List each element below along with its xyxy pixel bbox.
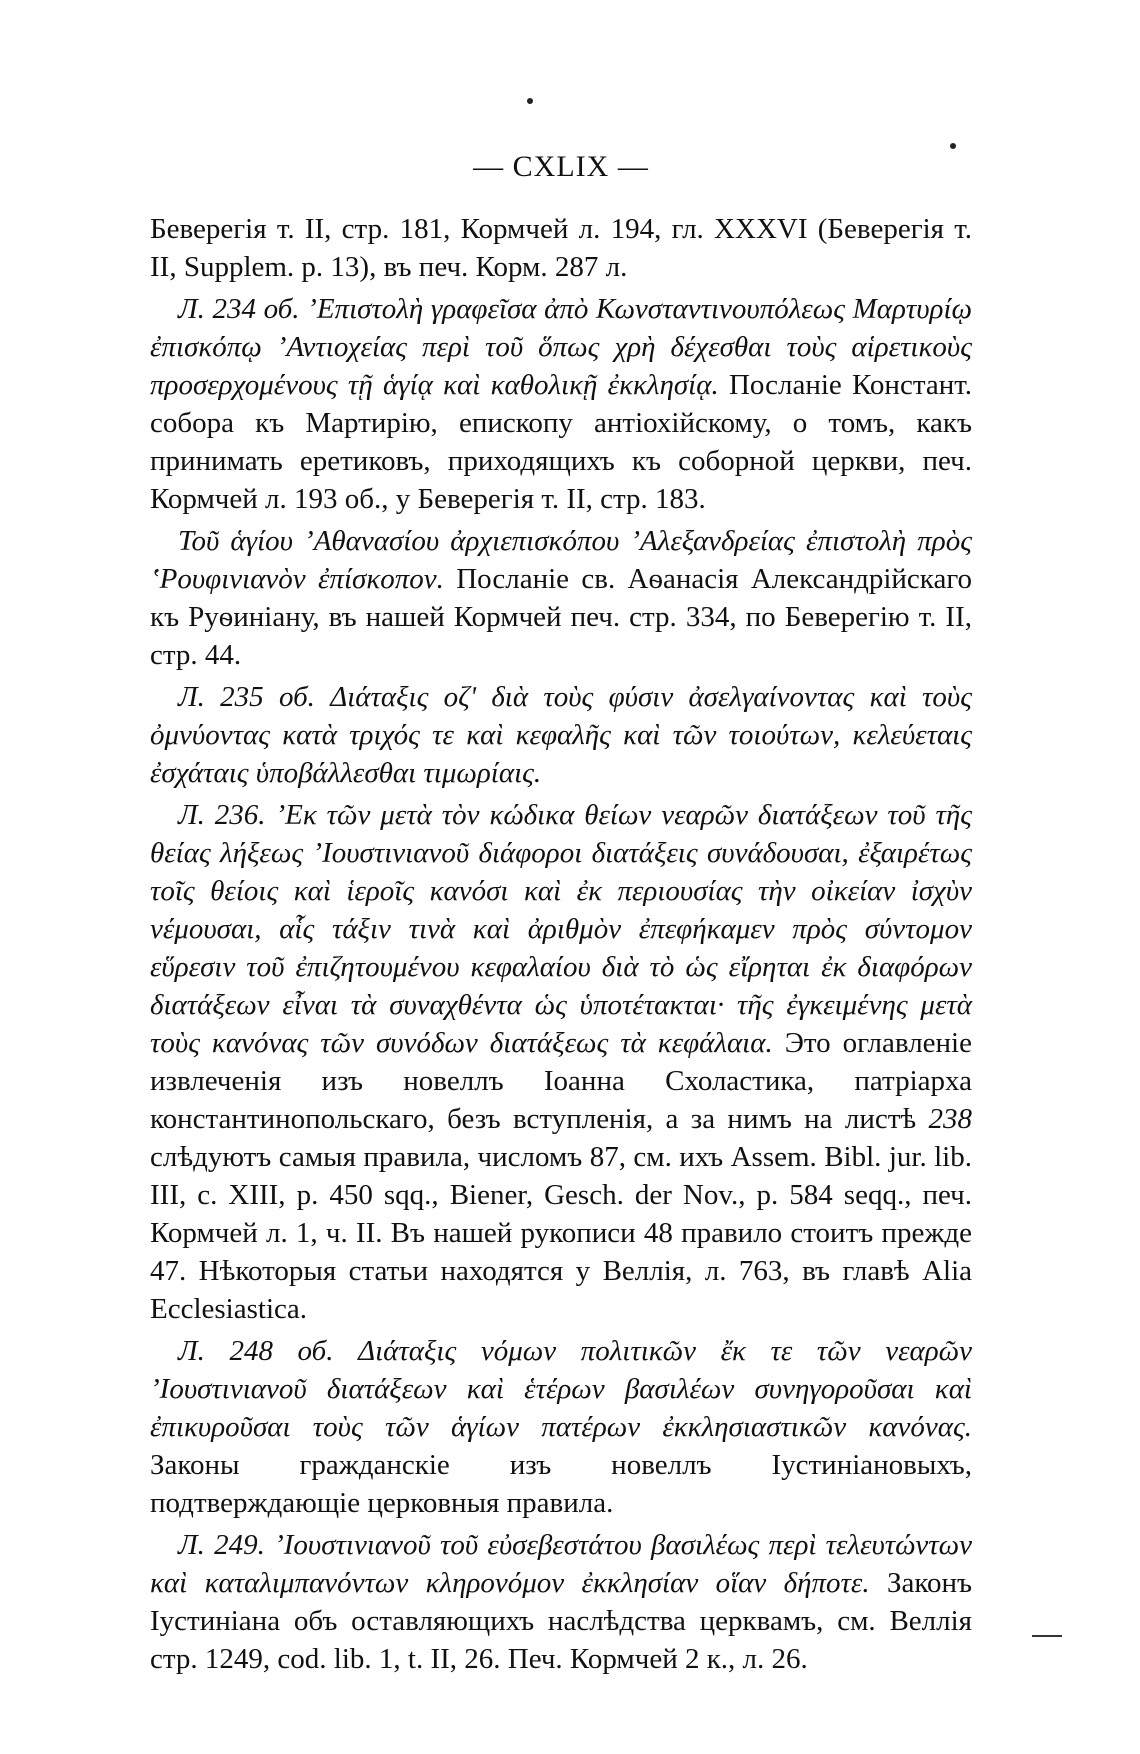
paragraph-2 [150,522,972,674]
greek-title: ʼΕπιστολὴ γραφεῖσα ἀπὸ Κωνσταντινουπόλεως Μαρτυρίῳ ἐπισκόπῳ ʼΑντιοχείας περὶ τοῦ ὅπως χρὴ δέχεσθαι τοὺς αἱρετικοὺς προσερχομένους τῇ ἁγίᾳ καὶ καθολικῇ ἐκκλησίᾳ. [150,293,973,401]
page-number: — CXLIX — [473,150,649,183]
folio-ref: Л. 249. [178,1529,275,1561]
paragraph-4 [150,796,972,1328]
text-run: Беверегія т. II, стр. 181, Кормчей л. 194, гл. XXXVI (Беверегія т. II, Supplem. p. 13), въ печ. Корм. 287 л. [150,213,972,283]
margin-mark [1032,1635,1062,1637]
folio-ref: 238 [928,1103,972,1135]
text-run: слѣдуютъ самыя правила, числомъ 87, см. ихъ Assem. Bibl. jur. lib. III, c. XIII, p. 450 sqq., Biener, Gesch. der Nov., p. 584 seqq., печ. Кормчей л. 1, ч. II. Въ нашей рукописи 48 правило стоитъ прежде 47. Нѣкоторыя статьи находятся у Веллія, л. 763, въ главѣ Alia Ecclesiastica. [150,1141,972,1325]
greek-title: ʼΙουστινιανοῦ τοῦ εὐσεβεστάτου βασιλέως περὶ τελευτώντων καὶ καταλιμπανόντων κληρονόμον ἐκκλησίαν οἵαν δήποτε. [150,1529,972,1599]
folio-ref: Л. 235 об. [178,681,331,713]
paragraph-6 [150,1526,972,1678]
text-run: Это оглавленіе извлеченія изъ новеллъ Іоанна Схоластика, патріарха константинопольскаго, безъ вступленія, а за нимъ на листѣ [150,1027,972,1135]
paragraph-1 [150,290,972,518]
speck-mark [527,98,533,104]
paragraph-5 [150,1332,972,1522]
text-run: Посланіе Констант. собора къ Мартирію, епископу антіохійскому, о томъ, какъ принимать еретиковъ, приходящихъ къ соборной церкви, печ. Кормчей л. 193 об., у Беверегія т. II, стр. 183. [150,369,972,515]
folio-ref: Л. 248 об. [178,1335,359,1367]
text-run: Законъ Іустиніана объ оставляющихъ наслѣдства церквамъ, см. Веллія стр. 1249, cod. lib. 1, t. II, 26. Печ. Кормчей 2 к., л. 26. [150,1567,972,1675]
greek-title: Διάταξις νόμων πολιτικῶν ἔκ τε τῶν νεαρῶν ʼΙουστινιανοῦ διατάξεων καὶ ἑτέρων βασιλέων συνηγοροῦσαι καὶ ἐπικυροῦσαι τοὺς τῶν ἁγίων πατέρων ἐκκλησιαστικῶν κανόνας. [150,1335,973,1443]
text-run: Законы гражданскіе изъ новеллъ Іустиніановыхъ, подтверждающіе церковныя правила. [150,1449,972,1519]
text-run: Посланіе св. Аѳанасія Александрійскаго къ Руѳиніану, въ нашей Кормчей печ. стр. 334, по Беверегію т. II, стр. 44. [150,563,972,671]
speck-mark [950,143,956,149]
greek-title: ʼΕκ τῶν μετὰ τὸν κώδικα θείων νεαρῶν διατάξεων τοῦ τῆς θείας λήξεως ʼΙουστινιανοῦ διάφοροι διατάξεις συνάδουσαι, ἐξαιρέτως τοῖς θείοις καὶ ἱεροῖς κανόσι καὶ ἐκ περιουσίας τὴν οἰκείαν ἰσχὺν νέμουσαι, αἷς τάξιν τινὰ καὶ ἀριθμὸν ἐπεφήκαμεν πρὸς σύντομον εὕρεσιν τοῦ ἐπιζητουμένου κεφαλαίου διὰ τὸ ὡς εἴρηται ἐκ διαφόρων διατάξεων εἶναι τὰ συναχθέντα ὡς ὑποτέτακται· τῆς ἐγκειμένης μετὰ τοὺς κανόνας τῶν συνόδων διατάξεως τὰ κεφάλαια. [150,799,972,1059]
paragraph-0 [150,210,972,286]
folio-ref: Л. 234 об. [178,293,308,325]
paragraph-3 [150,678,972,792]
folio-ref: Л. 236. [178,799,276,831]
document-page [150,150,972,1678]
greek-title: Τοῦ ἁγίου ʼΑθανασίου ἀρχιεπισκόπου ʼΑλεξανδρείας ἐπιστολὴ πρὸς ʽΡουφινιανὸν ἐπίσκοπον. [150,525,972,595]
greek-title: Διάταξις οζʹ διὰ τοὺς φύσιν ἀσελγαίνοντας καὶ τοὺς ὀμνύοντας κατὰ τριχός τε καὶ κεφαλῆς καὶ τῶν τοιούτων, κελεύεταις ἐσχάταις ὑποβάλλεσθαι τιμωρίαις. [150,681,973,789]
